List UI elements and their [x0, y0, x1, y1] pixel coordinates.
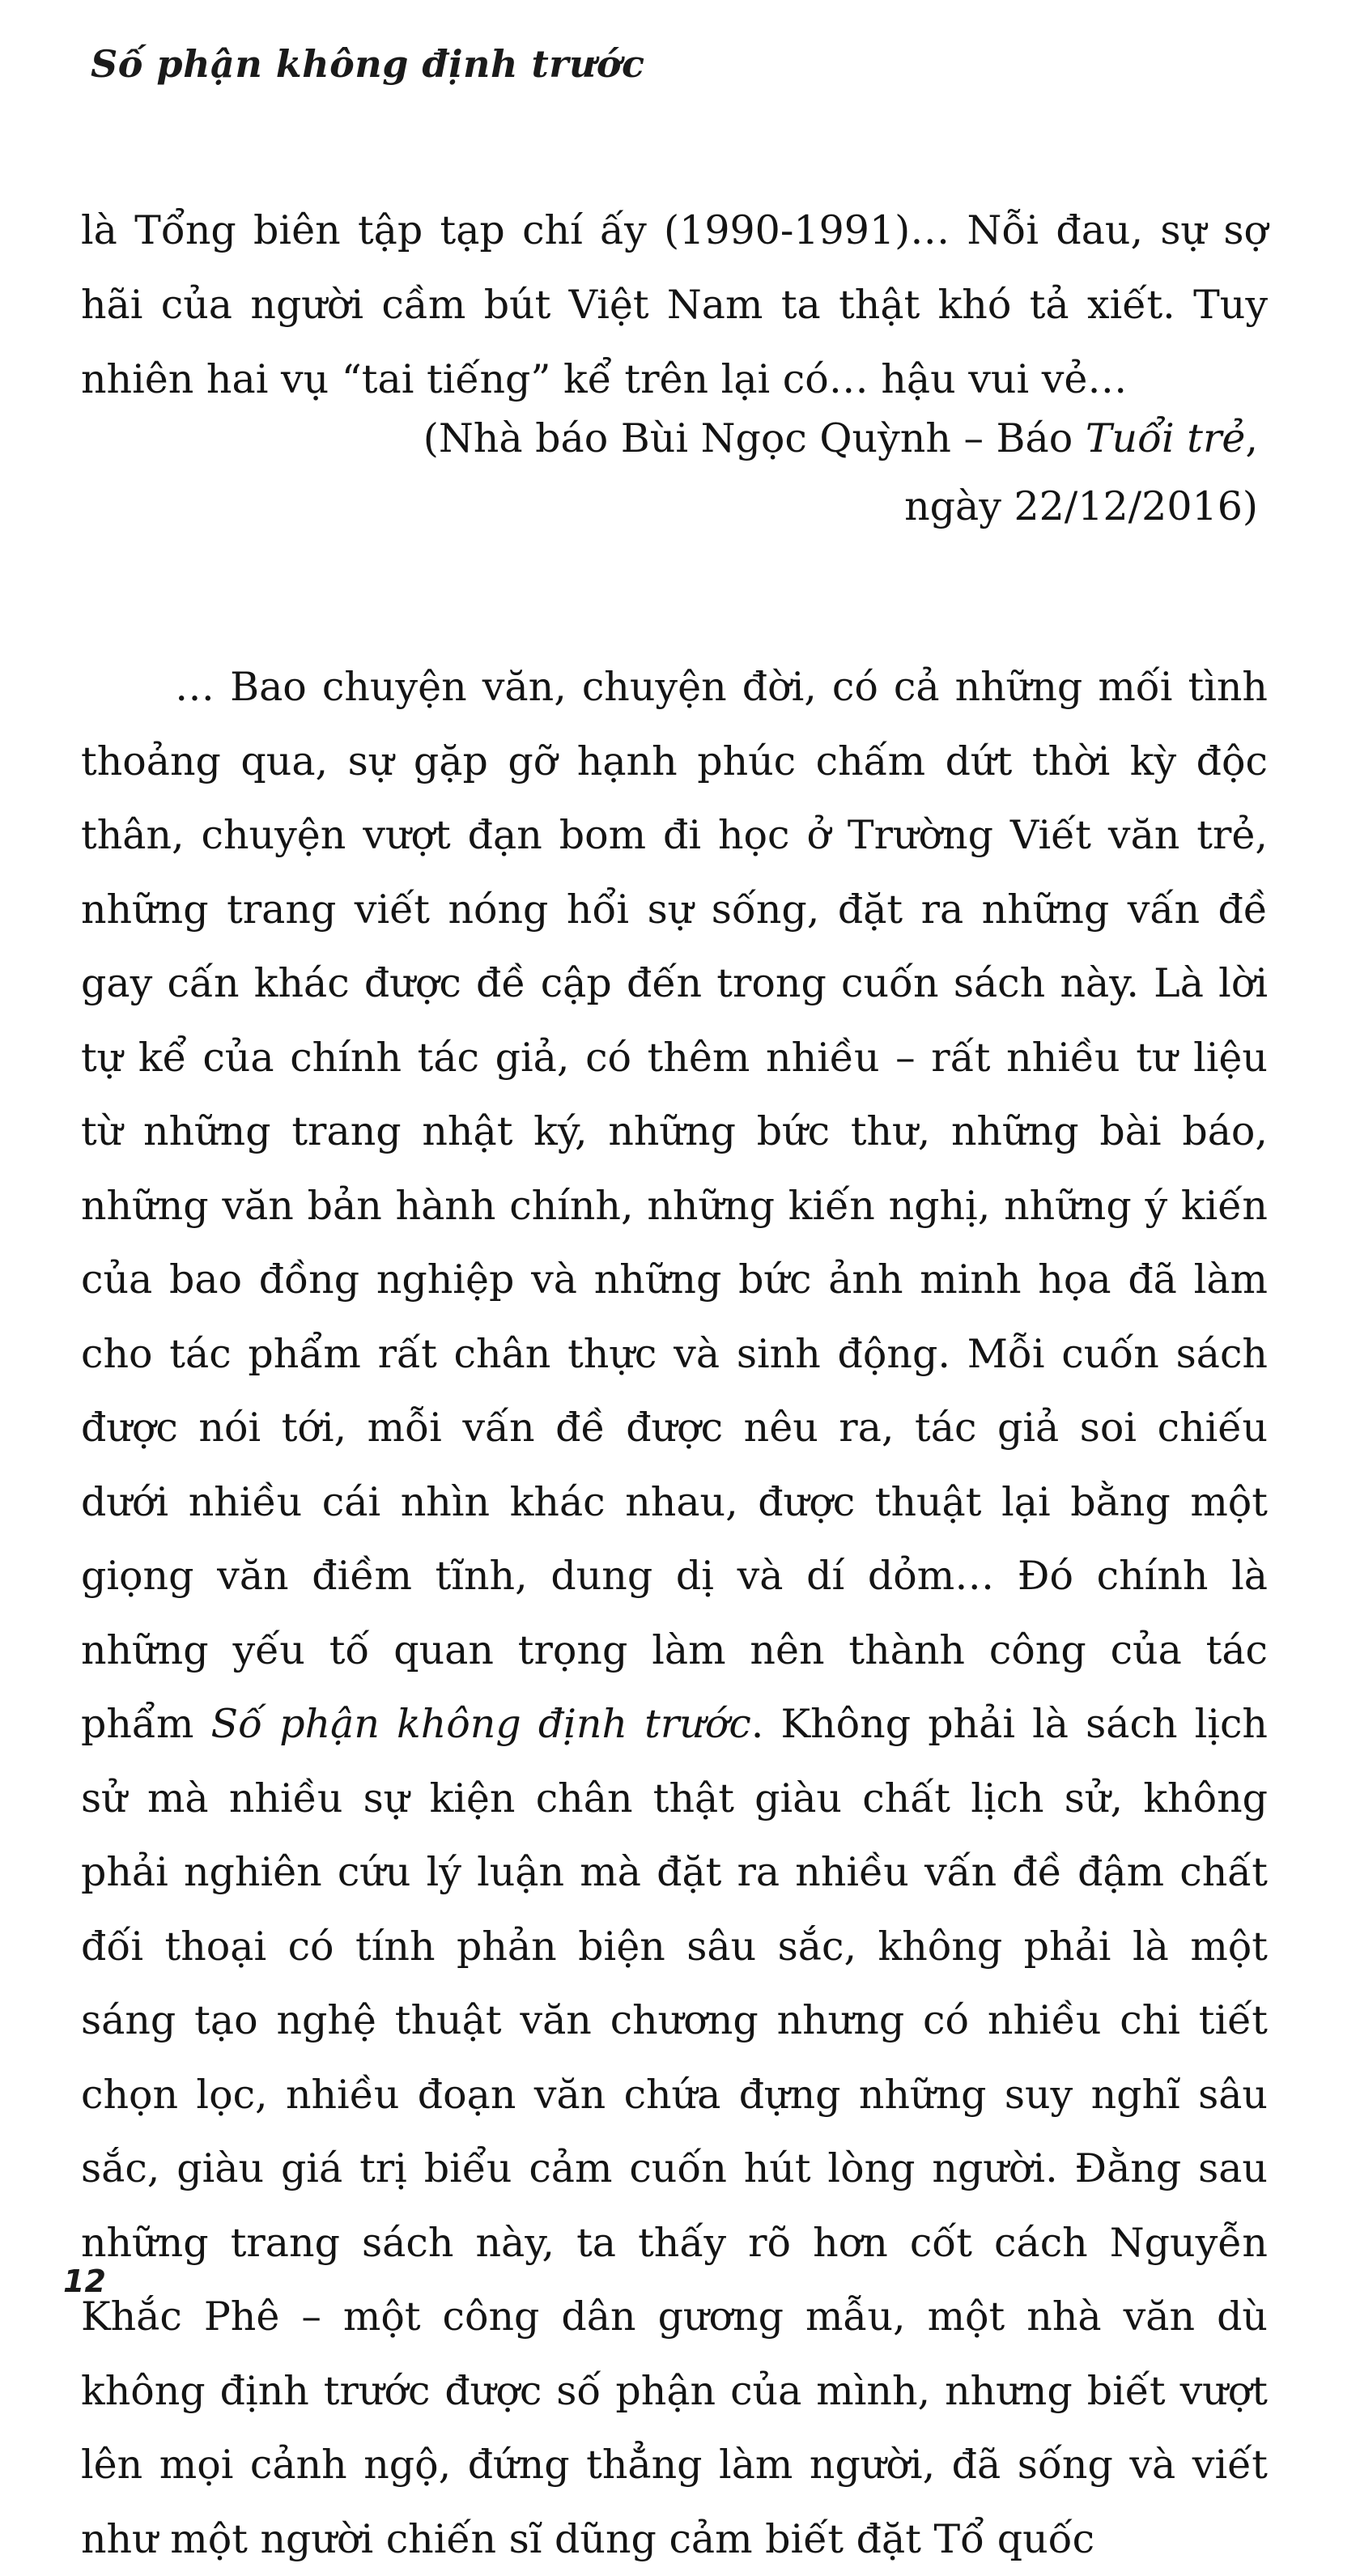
attribution-date: ngày 22/12/2016): [904, 483, 1258, 529]
attribution-prefix: (Nhà báo Bùi Ngọc Quỳnh – Báo: [423, 415, 1086, 461]
attribution-publication: Tuổi trẻ: [1085, 415, 1246, 461]
quote-paragraph: là Tổng biên tập tạp chí ấy (1990-1991)… Nỗi đau, sự sợ hãi của người cầm bút Việt Nam ta thật khó tả xiết. Tuy nhiên hai vụ “tai tiếng” kể trên lại có… hậu vui vẻ…: [81, 207, 1268, 402]
main-text-part-2: . Không phải là sách lịch sử mà nhiều sự kiện chân thật giàu chất lịch sử, không phải nghiên cứu lý luận mà đặt ra nhiều vấn đề đậm chất đối thoại có tính phản biện sâu sắc, không phải là một sáng tạo nghệ thuật văn chương nhưng có nhiều chi tiết chọn lọc, nhiều đoạn văn chứa đựng những suy nghĩ sâu sắc, giàu giá trị biểu cảm cuốn hút lòng người. Đằng sau những trang sách này, ta thấy rõ hơn cốt cách Nguyễn Khắc Phê – một công dân gương mẫu, một nhà văn dù không định trước được số phận của mình, nhưng biết vượt lên mọi cảnh ngộ, đứng thẳng làm người, đã sống và viết như một người chiến sĩ dũng cảm biết đặt Tổ quốc: [81, 1701, 1268, 2562]
book-title-italic: Số phận không định trước: [210, 1701, 751, 1747]
attribution: [423, 405, 1258, 541]
attribution-line-1: [423, 405, 1258, 473]
page-number: 12: [63, 2264, 106, 2299]
main-text-part-1: … Bao chuyện văn, chuyện đời, có cả những mối tình thoảng qua, sự gặp gỡ hạnh phúc chấm dứt thời kỳ độc thân, chuyện vượt đạn bom đi học ở Trường Viết văn trẻ, những trang viết nóng hổi sự sống, đặt ra những vấn đề gay cấn khác được đề cập đến trong cuốn sách này. Là lời tự kể của chính tác giả, có thêm nhiều – rất nhiều tư liệu từ những trang nhật ký, những bức thư, những bài báo, những văn bản hành chính, những kiến nghị, những ý kiến của bao đồng nghiệp và những bức ảnh minh họa đã làm cho tác phẩm rất chân thực và sinh động. Mỗi cuốn sách được nói tới, mỗi vấn đề được nêu ra, tác giả soi chiếu dưới nhiều cái nhìn khác nhau, được thuật lại bằng một giọng văn điềm tĩnh, dung dị và dí dỏm… Đó chính là những yếu tố quan trọng làm nên thành công của tác phẩm: [81, 664, 1268, 1747]
main-paragraph: [81, 650, 1268, 2576]
attribution-suffix: ,: [1245, 415, 1258, 461]
running-header-title: Số phận không định trước: [91, 42, 645, 86]
